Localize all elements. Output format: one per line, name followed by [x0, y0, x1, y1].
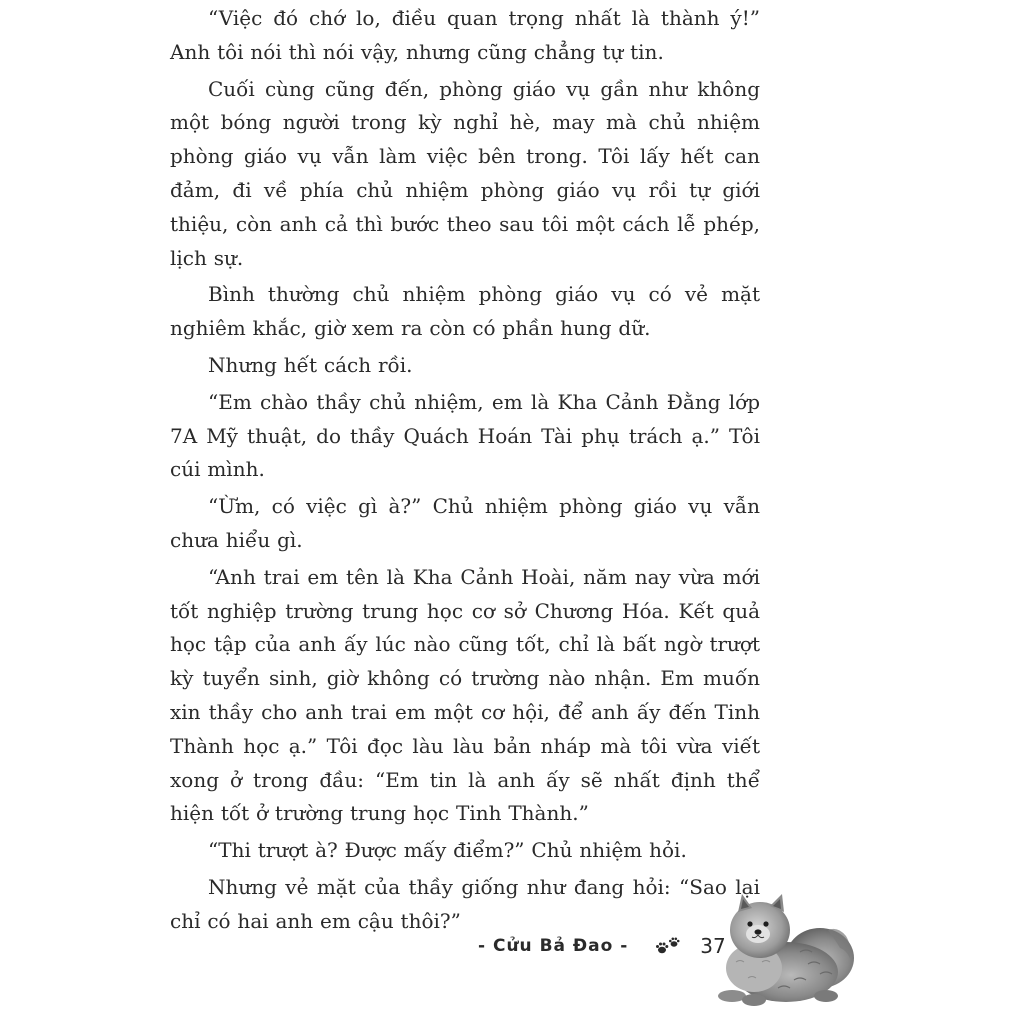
paragraph-9: Nhưng vẻ mặt của thầy giống như đang hỏi: “Sao lại chỉ có hai anh em cậu thôi?” [170, 874, 760, 933]
paw-prints-icon [654, 935, 682, 957]
body-text [170, 2, 760, 939]
running-title: - Cửu Bả Đao - [478, 936, 629, 956]
paragraph-2: Cuối cùng cũng đến, phòng giáo vụ gần như không một bóng người trong kỳ nghỉ hè, may mà chủ nhiệm phòng giáo vụ vẫn làm việc bên trong. Tôi lấy hết can đảm, đi về phía chủ nhiệm phòng giáo vụ rồi tự giới thiệu, còn anh cả thì bước theo sau tôi một cách lễ phép, lịch sự. [170, 76, 760, 270]
page-number: 37 [700, 934, 726, 958]
page-footer [478, 930, 726, 962]
paragraph-6: “Ừm, có việc gì à?” Chủ nhiệm phòng giáo vụ vẫn chưa hiểu gì. [170, 494, 760, 552]
paragraph-1: “Việc đó chớ lo, điều quan trọng nhất là thành ý!” Anh tôi nói thì nói vậy, nhưng cũng chẳng tự tin. [170, 6, 760, 64]
paragraph-7: “Anh trai em tên là Kha Cảnh Hoài, năm nay vừa mới tốt nghiệp trường trung học cơ sở Chương Hóa. Kết quả học tập của anh ấy lúc nào cũng tốt, chỉ là bất ngờ trượt kỳ tuyển sinh, giờ không có trường nào nhận. Em muốn xin thầy cho anh trai em một cơ hội, để anh ấy đến Tinh Thành học ạ.” Tôi đọc làu làu bản nháp mà tôi vừa viết xong ở trong đầu: “Em tin là anh ấy sẽ nhất định thể hiện tốt ở trường trung học Tinh Thành.” [170, 564, 760, 826]
paragraph-8: “Thi trượt à? Được mấy điểm?” Chủ nhiệm hỏi. [208, 838, 687, 863]
paragraph-5: “Em chào thầy chủ nhiệm, em là Kha Cảnh Đằng lớp 7A Mỹ thuật, do thầy Quách Hoán Tài phụ trách ạ.” Tôi cúi mình. [170, 389, 760, 482]
paragraph-4: Nhưng hết cách rồi. [208, 352, 413, 377]
pomeranian-dog-illustration [708, 892, 858, 1010]
paragraph-3: Bình thường chủ nhiệm phòng giáo vụ có vẻ mặt nghiêm khắc, giờ xem ra còn có phần hung dữ. [170, 282, 760, 341]
